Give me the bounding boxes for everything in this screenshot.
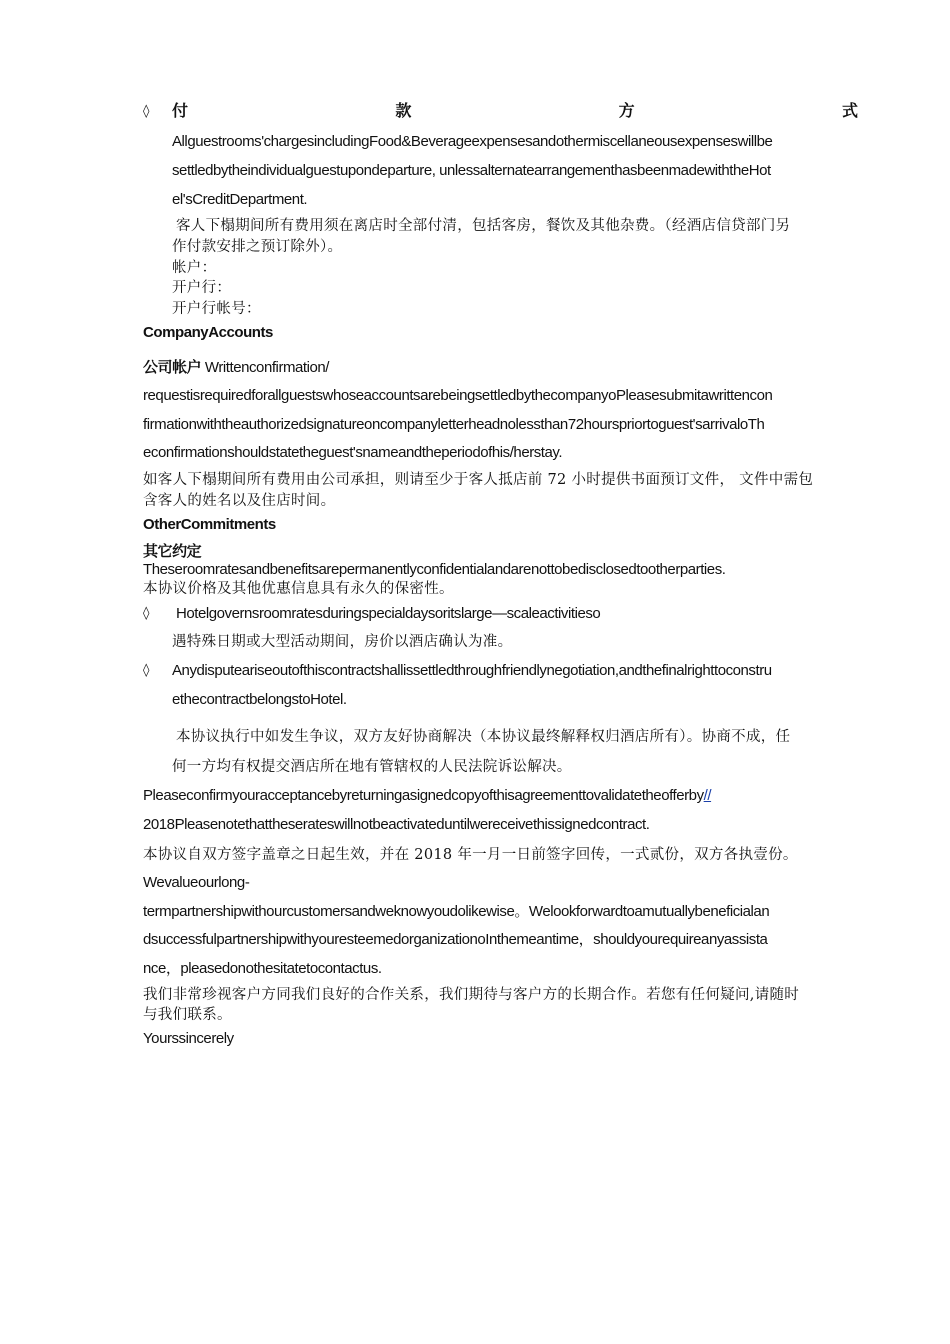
payment-en-line: el'sCreditDepartment. — [172, 191, 308, 208]
value-en-line: termpartnershipwithourcustomersandweknowyoudolikewise。Welookforwardtoamutuallybeneficialan — [143, 903, 770, 920]
value-en-line: dsuccessfulpartnershipwithyouresteemedorganizationoInthemeantime，shouldyourequireanyassista — [143, 931, 768, 948]
item2-en-line: ethecontractbelongstoHotel. — [172, 691, 347, 708]
confidential-zh: 本协议价格及其他优惠信息具有永久的保密性。 — [143, 581, 454, 597]
date-link[interactable]: // — [703, 787, 712, 804]
item1-zh: 遇特殊日期或大型活动期间，房价以酒店确认为准。 — [172, 634, 513, 650]
company-zh-line: 如客人下榻期间所有费用由公司承担，则请至少于客人抵店前 72 小时提供书面预订文件， 文件中需包 — [143, 472, 814, 488]
company-en-line: firmationwiththeauthorizedsignatureoncompanyletterheadnolessthan72hourspriortoguest'sarrivaloTh — [143, 416, 765, 433]
confirm-en-line: 2018Pleasenotethattheserateswillnotbeactivateduntilwereceivethissignedcontract. — [143, 816, 650, 833]
confirm-en-text: Pleaseconfirmyouracceptancebyreturningasignedcopyofthisagreementtovalidatetheofferby — [143, 787, 704, 804]
payment-heading-char: 付 — [172, 103, 189, 120]
confirm-en-line — [143, 787, 711, 805]
bank-label: 开户行： — [172, 280, 232, 296]
company-en-line: requestisrequiredforallguestswhoseaccountsarebeingsettledbythecompanyoPleasesubmitawrittencon — [143, 387, 773, 404]
bank-account-label: 开户行帐号： — [172, 301, 261, 317]
company-en-line: econfirmationshouldstatetheguest'snameandtheperiodofhis/herstay. — [143, 444, 563, 461]
account-label: 帐户： — [172, 260, 217, 276]
payment-heading — [172, 102, 858, 122]
payment-heading-char: 式 — [841, 103, 858, 120]
confirm-zh: 本协议自双方签字盖章之日起生效，并在 2018 年一月一日前签字回传，一式贰份，双方各执壹份。 — [143, 847, 798, 863]
bullet-diamond: ◊ — [143, 663, 150, 678]
payment-en-line: Allguestrooms'chargesincludingFood&Beverageexpensesandothermiscellaneousexpenseswillbe — [172, 133, 773, 150]
company-title-en: CompanyAccounts — [143, 324, 273, 341]
payment-heading-char: 款 — [395, 103, 412, 120]
company-zh-line: 含客人的姓名以及住店时间。 — [143, 493, 336, 509]
payment-zh-line: 客人下榻期间所有费用须在离店时全部付清，包括客房，餐饮及其他杂费。（经酒店信贷部门另 — [176, 218, 791, 234]
item1-en: Hotelgovernsroomratesduringspecialdaysoritslarge—scaleactivitieso — [176, 605, 601, 622]
value-en-line: nce，pleasedonothesitatetocontactus. — [143, 960, 382, 977]
sign-off: Yourssincerely — [143, 1030, 234, 1047]
company-first-line — [143, 359, 329, 377]
other-title-en: OtherCommitments — [143, 516, 276, 533]
payment-en-line: settledbytheindividualguestupondeparture, unlessalternatearrangementhasbeenmadewiththeHot — [172, 162, 771, 179]
payment-zh-line: 作付款安排之预订除外）。 — [172, 239, 343, 255]
value-zh-line: 与我们联系。 — [143, 1007, 232, 1023]
value-zh-line: 我们非常珍视客户方同我们良好的合作关系，我们期待与客户方的长期合作。若您有任何疑问,请随时 — [143, 987, 800, 1003]
bullet-diamond: ◊ — [143, 606, 150, 621]
value-en-line: Wevalueourlong- — [143, 874, 250, 891]
company-en-line: Writtenconfirmation/ — [204, 359, 330, 376]
item2-en-line: Anydisputeariseoutofthiscontractshallissettledthroughfriendlynegotiation,andthefinalrighttoconstru — [172, 662, 772, 679]
other-title-zh: 其它约定 — [143, 543, 202, 560]
bullet-diamond: ◊ — [143, 104, 150, 119]
confidential-en: Theseroomratesandbenefitsarepermanentlyconfidentialandarenottobedisclosedtootherparties. — [143, 561, 726, 578]
payment-heading-char: 方 — [618, 103, 635, 120]
company-title-zh: 公司帐户 — [143, 359, 202, 376]
item2-zh-line: 本协议执行中如发生争议，双方友好协商解决（本协议最终解释权归酒店所有）。协商不成，任 — [176, 729, 791, 745]
item2-zh-line: 何一方均有权提交酒店所在地有管辖权的人民法院诉讼解决。 — [172, 759, 572, 775]
